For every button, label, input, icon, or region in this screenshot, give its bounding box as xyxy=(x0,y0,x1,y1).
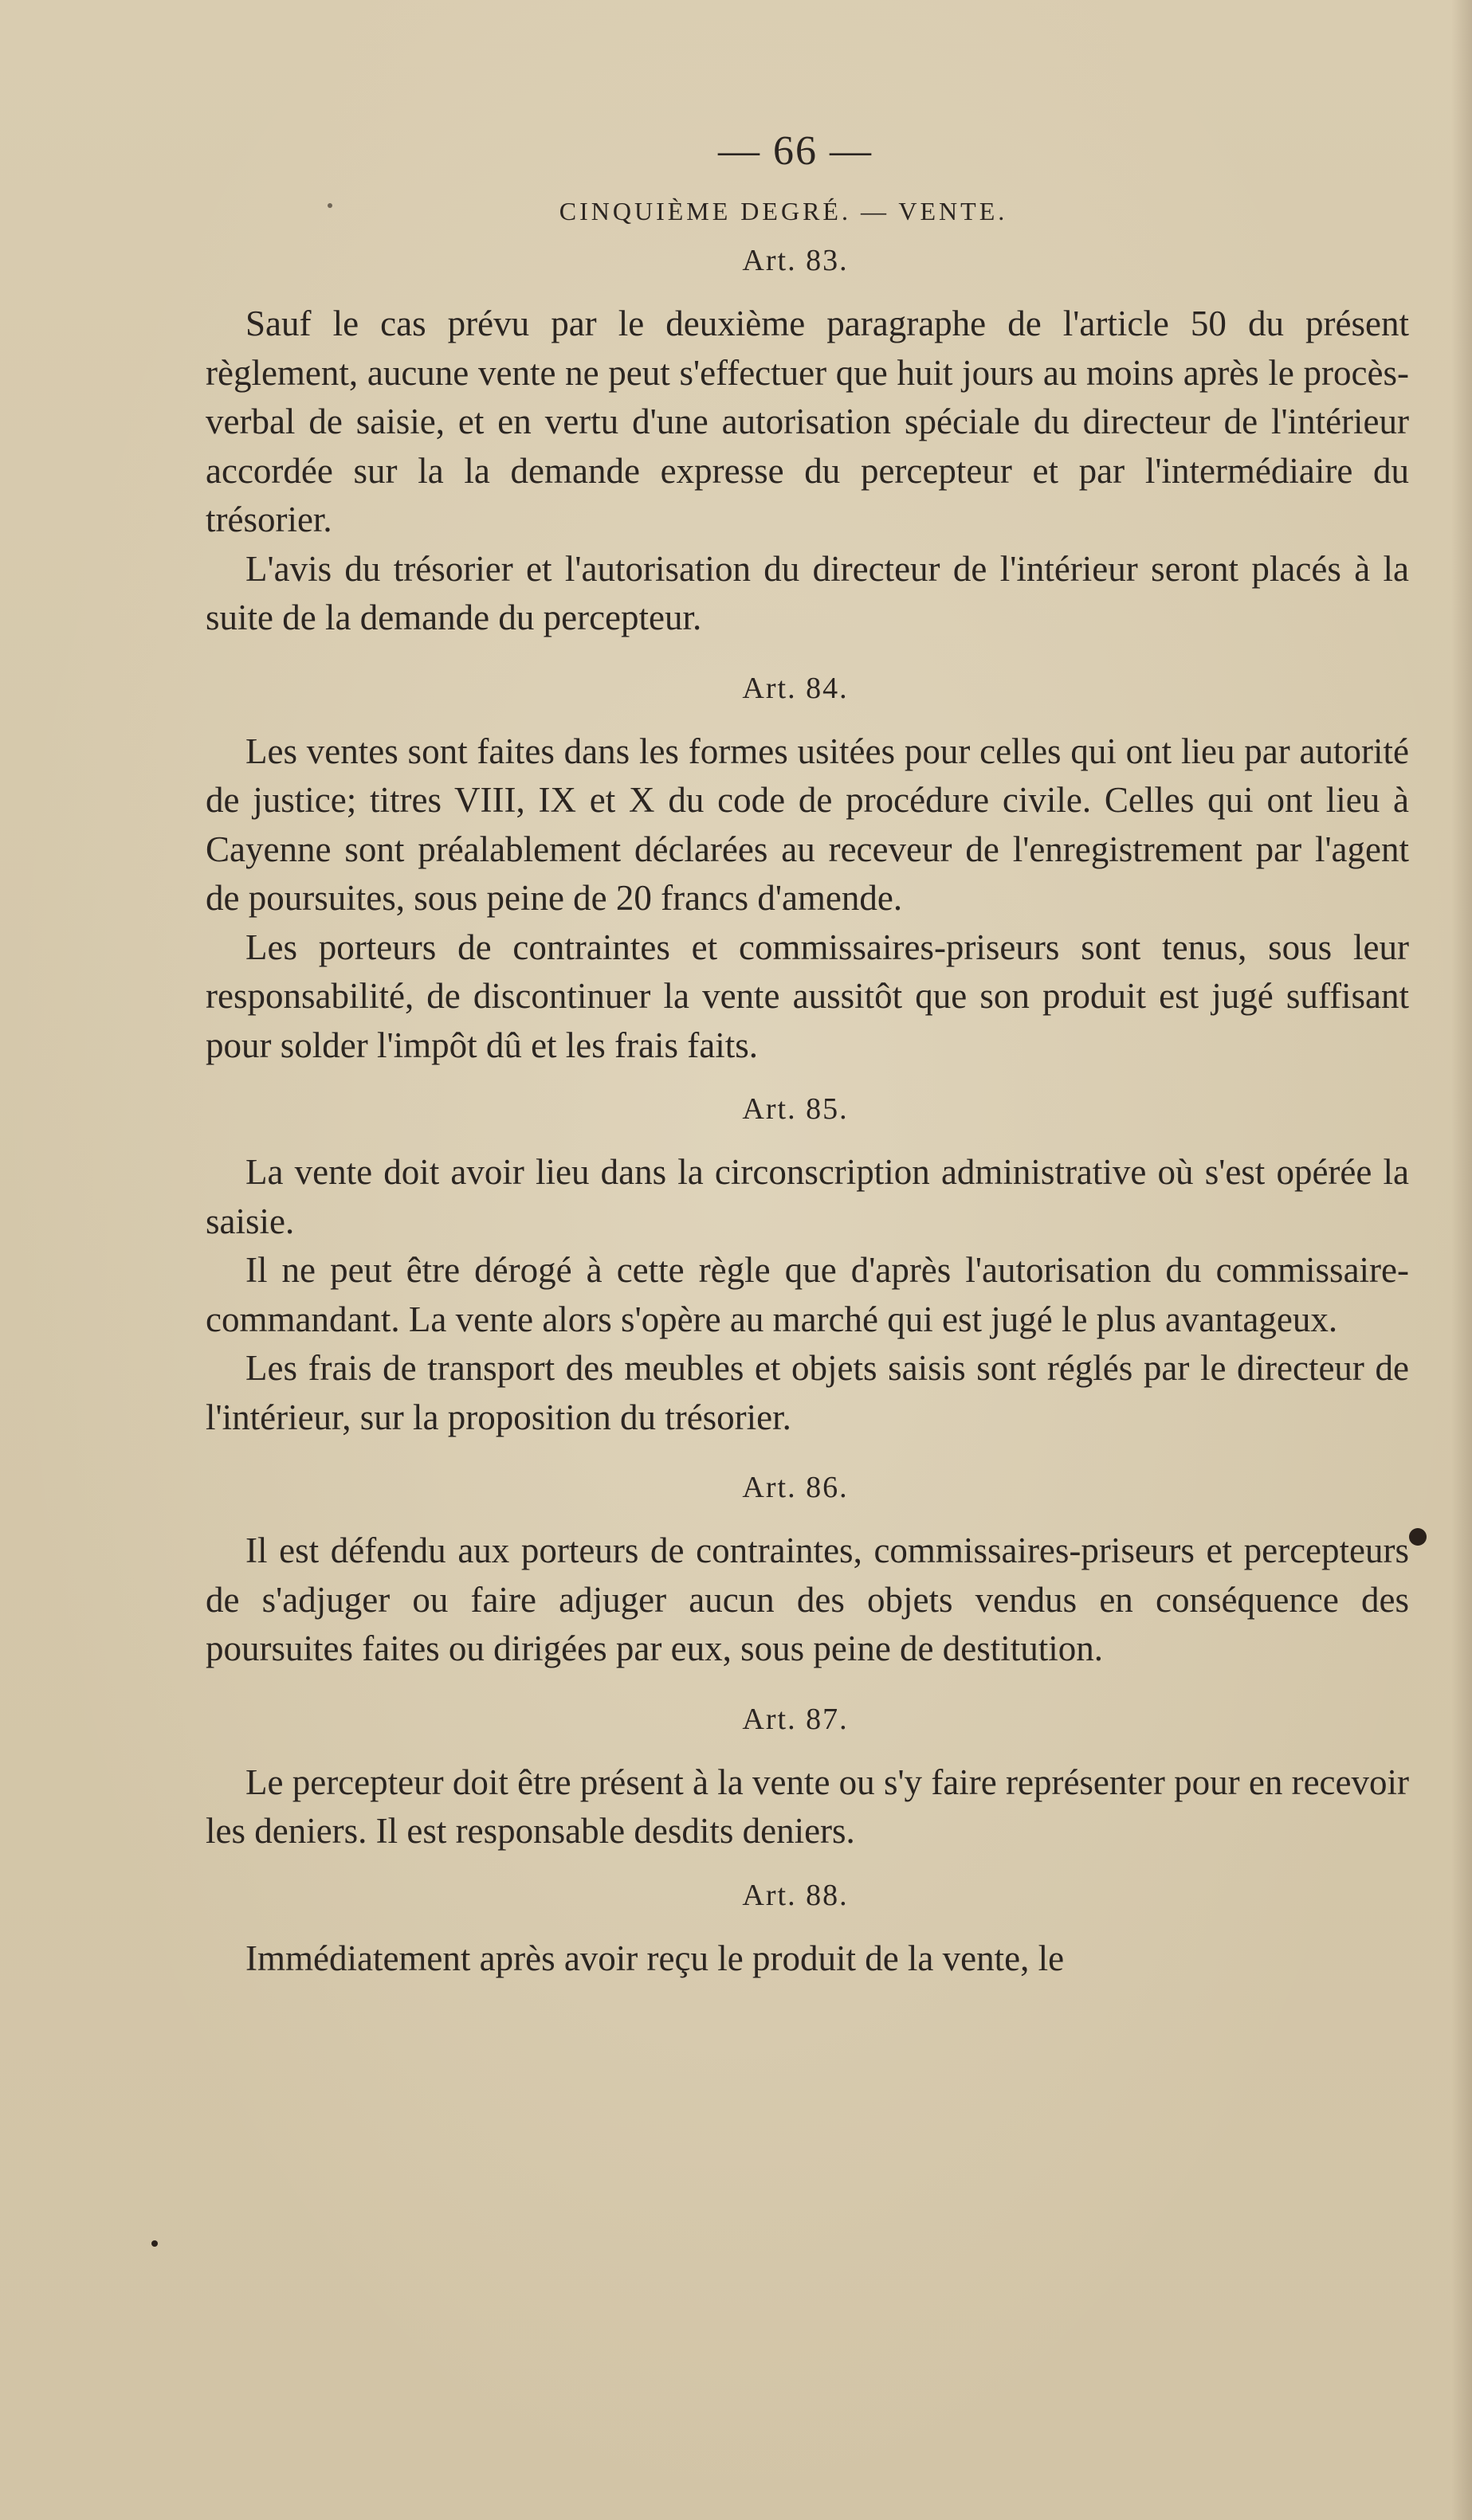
article-83-paragraph-2: L'avis du trésorier et l'autorisation du directeur de l'intérieur seront placés à la suite de la demande du percepteur. xyxy=(206,548,1409,637)
article-83-paragraph-1: Sauf le cas prévu par le deuxième paragraphe de l'article 50 du présent règlement, aucune vente ne peut s'effectuer que huit jours au moins après le procès-verbal de saisie, et en vertu d'une autorisation spéciale du directeur de l'intérieur accordée sur la la demande expresse du percepteur et par l'intermédiaire du trésorier. xyxy=(206,304,1409,539)
page-number: — 66 — xyxy=(718,128,873,174)
page-edge-shadow xyxy=(1451,0,1472,2520)
article-87-paragraph-1: Le percepteur doit être présent à la vente ou s'y faire représenter pour en recevoir les deniers. Il est responsable desdits deniers. xyxy=(206,1762,1409,1851)
article-85-paragraph-1: La vente doit avoir lieu dans la circonscription administrative où s'est opérée la saisie. xyxy=(206,1152,1409,1241)
article-84-paragraph-1: Les ventes sont faites dans les formes usitées pour celles qui ont lieu par autorité de justice; titres VIII, IX et X du code de procédure civile. Celles qui ont lieu à Cayenne sont préalablement déclarées au receveur de l'enregistrement par l'agent de poursuites, sous peine de 20 francs d'amende. xyxy=(206,731,1409,918)
article-88-paragraph-1: Immédiatement après avoir reçu le produit de la vente, le xyxy=(245,1938,1065,1978)
article-84-paragraph-2: Les porteurs de contraintes et commissaires-priseurs sont tenus, sous leur responsabilité, de discontinuer la vente aussitôt que son produit est jugé suffisant pour solder l'impôt dû et les frais faits. xyxy=(206,927,1409,1065)
article-85-paragraph-2: Il ne peut être dérogé à cette règle que d'après l'autorisation du commissaire-commandant. La vente alors s'opère au marché qui est jugé le plus avantageux. xyxy=(206,1250,1409,1339)
article-85-paragraph-3: Les frais de transport des meubles et objets saisis sont réglés par le directeur de l'intérieur, sur la proposition du trésorier. xyxy=(206,1348,1409,1437)
article-heading-84: Art. 84. xyxy=(742,671,849,705)
article-86-paragraph-1: Il est défendu aux porteurs de contraintes, commissaires-priseurs et percepteurs de s'adjuger ou faire adjuger aucun des objets vendus en conséquence des poursuites faites ou dirigées par eux, sous peine de destitution. xyxy=(206,1530,1409,1668)
page-content xyxy=(206,120,1409,1983)
article-heading-88: Art. 88. xyxy=(742,1878,849,1912)
article-heading-87: Art. 87. xyxy=(742,1702,849,1736)
section-title: CINQUIÈME DEGRÉ. — VENTE. xyxy=(559,197,1008,225)
ink-spot xyxy=(1409,1528,1427,1546)
ink-speck xyxy=(328,203,332,208)
article-heading-86: Art. 86. xyxy=(742,1471,849,1504)
article-heading-85: Art. 85. xyxy=(742,1092,849,1126)
ink-speck xyxy=(151,2240,158,2247)
article-heading-83: Art. 83. xyxy=(742,244,849,277)
